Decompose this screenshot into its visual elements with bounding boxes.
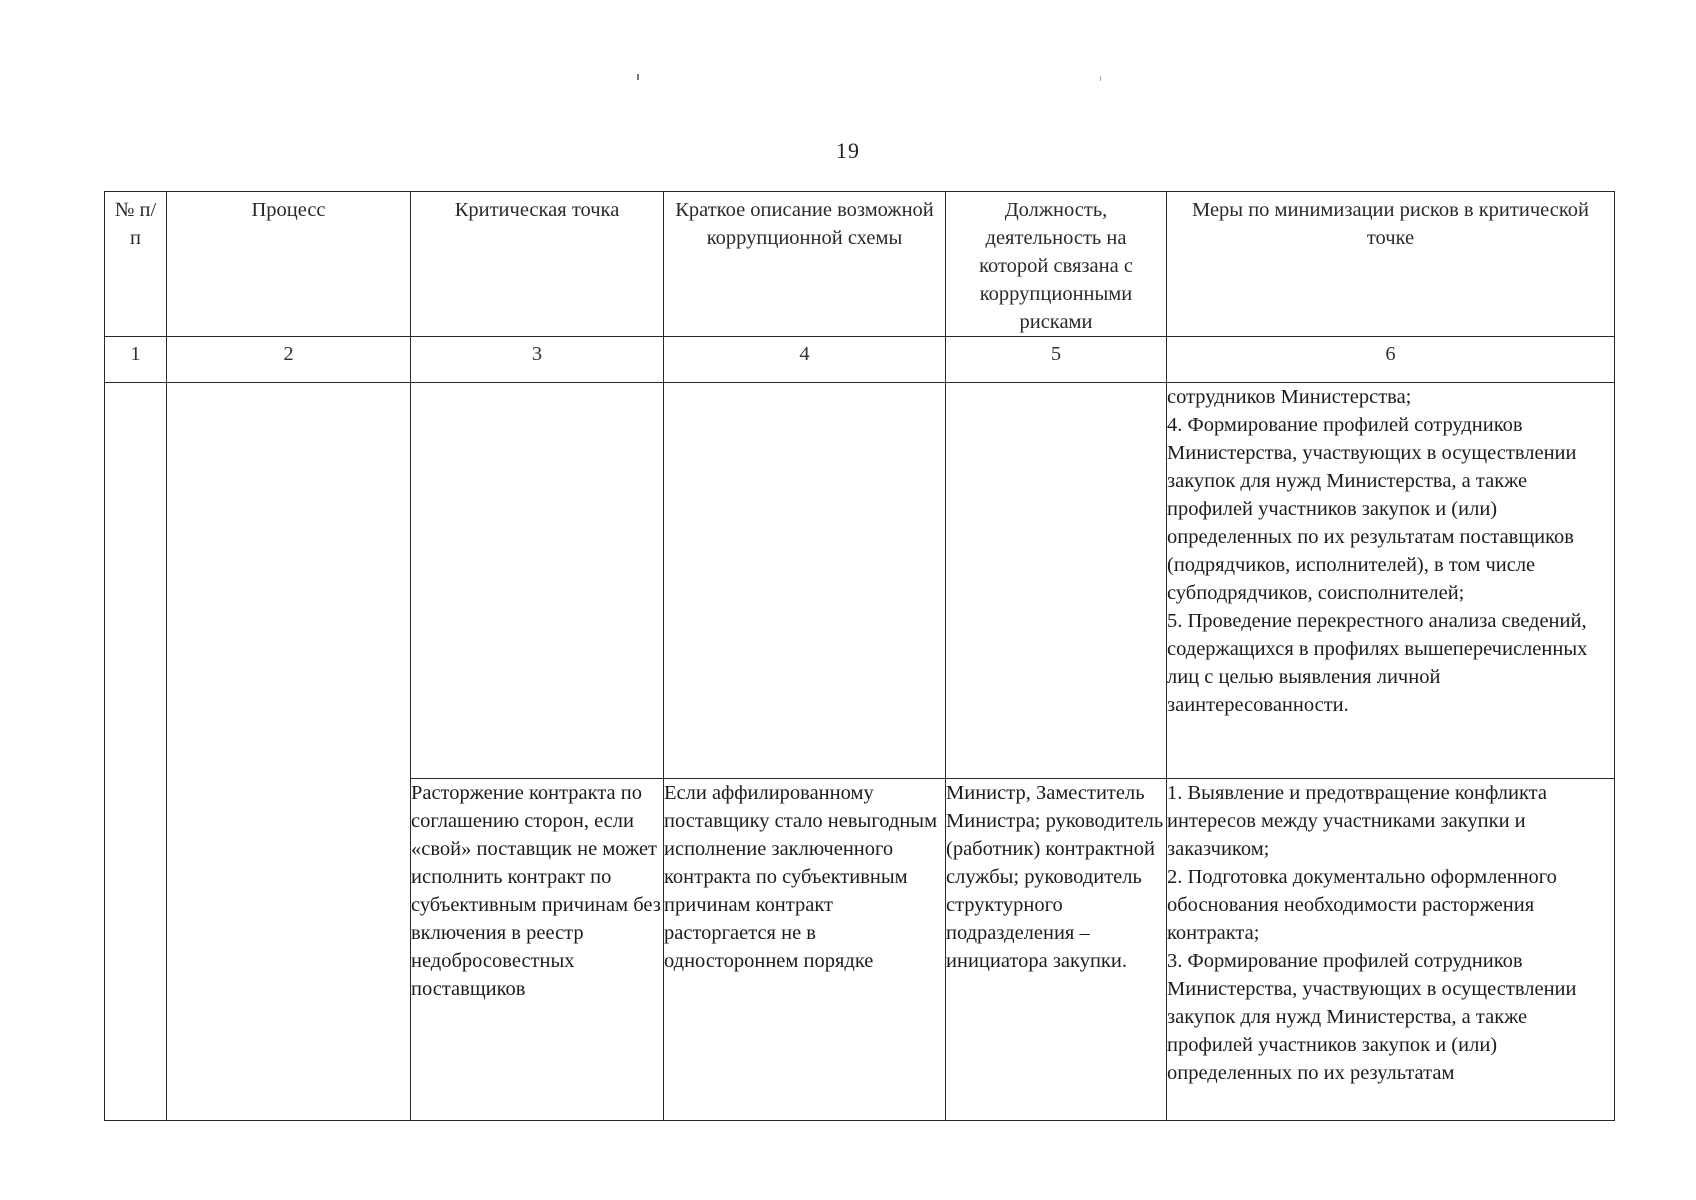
critical-point-text: Расторжение контракта по соглашению сторон, если «свой» поставщик не может исполнить контракт по субъективным причинам без включения в реестр недобросовестных поставщиков bbox=[411, 782, 661, 1000]
measures-text: сотрудников Министерства; 4. Формирование профилей сотрудников Министерства, участвующих в осуществлении закупок для нужд Министерства, а также профилей участников закупок и (или) определенных по их результатам поставщиков (подрядчиков, исполнителей), в том числе субподрядчиков, соисполнителей; 5. Проведение перекрестного анализа сведений, содержащихся в профилях вышеперечисленных лиц с целью выявления личной заинтересованности. bbox=[1167, 386, 1588, 716]
position-cell bbox=[946, 383, 1167, 779]
critical-point-cell bbox=[411, 779, 664, 1121]
position-text: Министр, Заместитель Министра; руководитель (работник) контрактной службы; руководитель структурного подразделения – инициатора закупки. bbox=[946, 782, 1164, 972]
measures-cell bbox=[1167, 383, 1615, 779]
table-row bbox=[105, 383, 1615, 779]
column-number-cell: 6 bbox=[1167, 337, 1615, 383]
header-scheme-description: Краткое описание возможной коррупционной схемы bbox=[664, 192, 946, 337]
scheme-description-cell bbox=[664, 779, 946, 1121]
measures-cell bbox=[1167, 779, 1615, 1121]
column-number-cell: 5 bbox=[946, 337, 1167, 383]
number-cell bbox=[105, 383, 167, 1121]
scan-artifact-mark bbox=[637, 74, 639, 80]
header-process: Процесс bbox=[167, 192, 411, 337]
column-number-cell: 2 bbox=[167, 337, 411, 383]
process-cell bbox=[167, 383, 411, 1121]
column-numbering-row bbox=[105, 337, 1615, 383]
column-number-cell: 3 bbox=[411, 337, 664, 383]
table-header-row bbox=[105, 192, 1615, 337]
scheme-description-cell bbox=[664, 383, 946, 779]
scheme-description-text: Если аффилированному поставщику стало невыгодным исполнение заключенного контракта по субъективным причинам контракт расторгается не в одностороннем порядке bbox=[664, 782, 938, 972]
header-measures: Меры по минимизации рисков в критической точке bbox=[1167, 192, 1615, 337]
page-number: 19 bbox=[836, 138, 860, 163]
critical-point-cell bbox=[411, 383, 664, 779]
column-number-cell: 1 bbox=[105, 337, 167, 383]
header-position: Должность, деятельность на которой связана с коррупционными рисками bbox=[946, 192, 1167, 337]
header-critical-point: Критическая точка bbox=[411, 192, 664, 337]
column-number-cell: 4 bbox=[664, 337, 946, 383]
corruption-risk-table bbox=[104, 191, 1615, 1121]
header-number: № п/п bbox=[105, 192, 167, 337]
measures-text: 1. Выявление и предотвращение конфликта интересов между участниками закупки и заказчиком; 2. Подготовка документально оформленного обоснования необходимости расторжения контракта; 3. Формирование профилей сотрудников Министерства, участвующих в осуществлении закупок для нужд Министерства, а также профилей участников закупок и (или) определенных по их результатам bbox=[1167, 782, 1577, 1084]
position-cell bbox=[946, 779, 1167, 1121]
scan-artifact-mark bbox=[1100, 76, 1101, 81]
